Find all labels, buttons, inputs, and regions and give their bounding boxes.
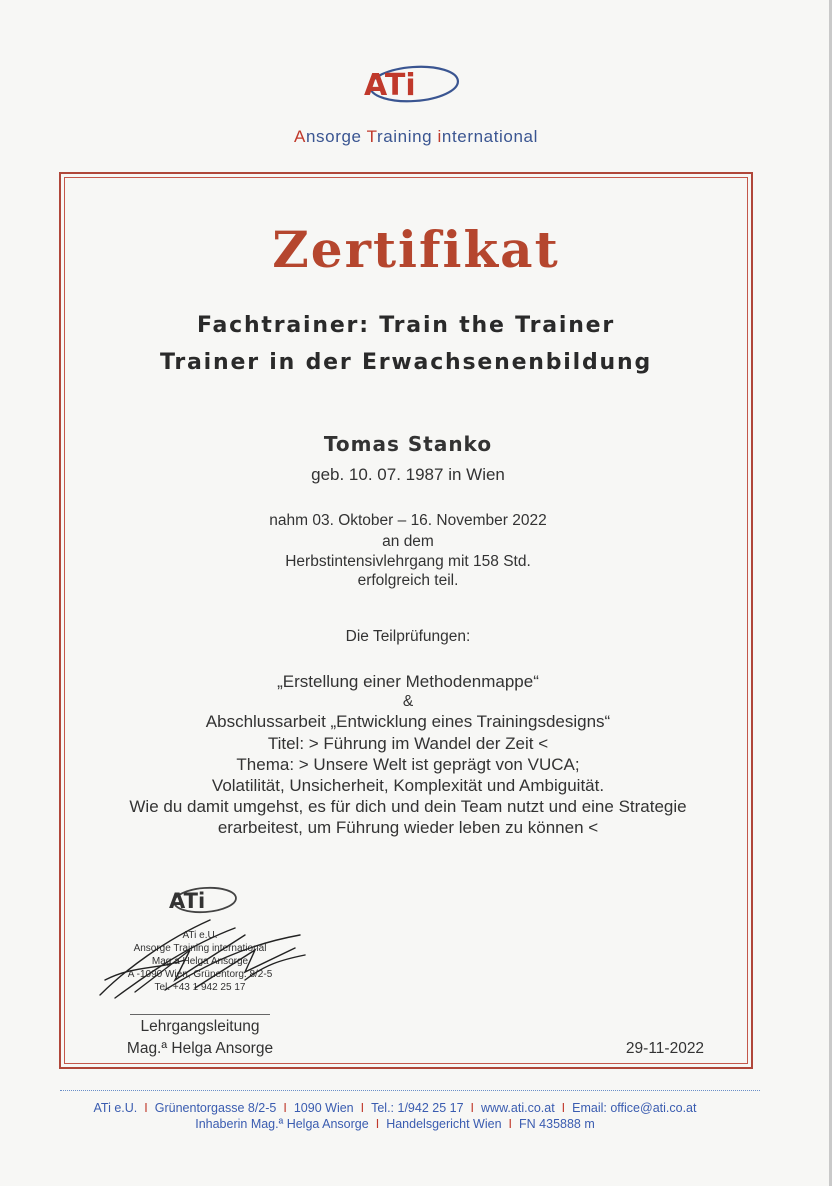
exam-item-2: Abschlussarbeit „Entwicklung eines Trainingsdesigns“ <box>205 712 611 731</box>
recipient-name: Tomas Stanko <box>323 432 493 456</box>
footer-email[interactable]: Email: office@ati.co.at <box>572 1101 697 1115</box>
certificate-subtitle-1: Fachtrainer: Train the Trainer <box>196 313 616 338</box>
exam-theme-2: Volatilität, Unsicherheit, Komplexität und Ambiguität. <box>211 776 605 795</box>
participation-line-3: Herbstintensivlehrgang mit 158 Std. <box>285 553 531 570</box>
exam-theme-1: Thema: > Unsere Welt ist geprägt von VUCA; <box>236 755 580 774</box>
participation-line-2: an dem <box>382 533 434 550</box>
logo-text: ATi <box>364 68 416 103</box>
exam-theme-3: Wie du damit umgehst, es für dich und dein Team nutzt und eine Strategie <box>129 797 687 816</box>
exam-title: Titel: > Führung im Wandel der Zeit < <box>267 734 549 753</box>
stamp-line-2: Ansorge Training international <box>133 943 267 954</box>
stamp-line-4: A -1090 Wien, Grünentorg. 8/2-5 <box>127 969 273 980</box>
signature-rule <box>130 1014 270 1015</box>
footer-line-1: ATi e.U. I Grünentorgasse 8/2-5 I 1090 Wien I Tel.: 1/942 25 17 I www.ati.co.at I Email: office@ati.co.at <box>93 1101 697 1115</box>
footer-rule <box>60 1090 760 1091</box>
exam-ampersand: & <box>402 693 414 710</box>
exams-heading: Die Teilprüfungen: <box>345 628 471 645</box>
signature-name: Mag.ª Helga Ansorge <box>126 1040 274 1057</box>
stamp-line-5: Tel. +43 1 942 25 17 <box>154 982 246 993</box>
footer-line-2: Inhaberin Mag.ª Helga Ansorge I Handelsgericht Wien I FN 435888 m <box>195 1117 595 1131</box>
recipient-birth: geb. 10. 07. 1987 in Wien <box>311 465 505 484</box>
certificate-title: Zertifikat <box>272 220 560 279</box>
brand-tagline: Ansorge Training international <box>294 127 538 146</box>
stamp-line-3: Mag.a Helga Ansorge <box>151 956 249 967</box>
handwritten-signature <box>95 910 310 1005</box>
signature-role: Lehrgangsleitung <box>140 1018 260 1035</box>
exam-item-1: „Erstellung einer Methodenmappe“ <box>277 672 539 691</box>
certificate-subtitle-2: Trainer in der Erwachsenenbildung <box>159 350 653 375</box>
stamp-line-1: ATi e.U. <box>182 930 218 941</box>
participation-line-4: erfolgreich teil. <box>357 572 459 589</box>
svg-text:ATi: ATi <box>169 889 206 913</box>
exam-theme-4: erarbeitest, um Führung wieder leben zu können < <box>217 818 599 837</box>
ati-logo <box>358 60 462 106</box>
footer-website[interactable]: www.ati.co.at <box>481 1101 555 1115</box>
participation-line-1: nahm 03. Oktober – 16. November 2022 <box>269 512 547 529</box>
certificate-date: 29-11-2022 <box>625 1040 705 1057</box>
